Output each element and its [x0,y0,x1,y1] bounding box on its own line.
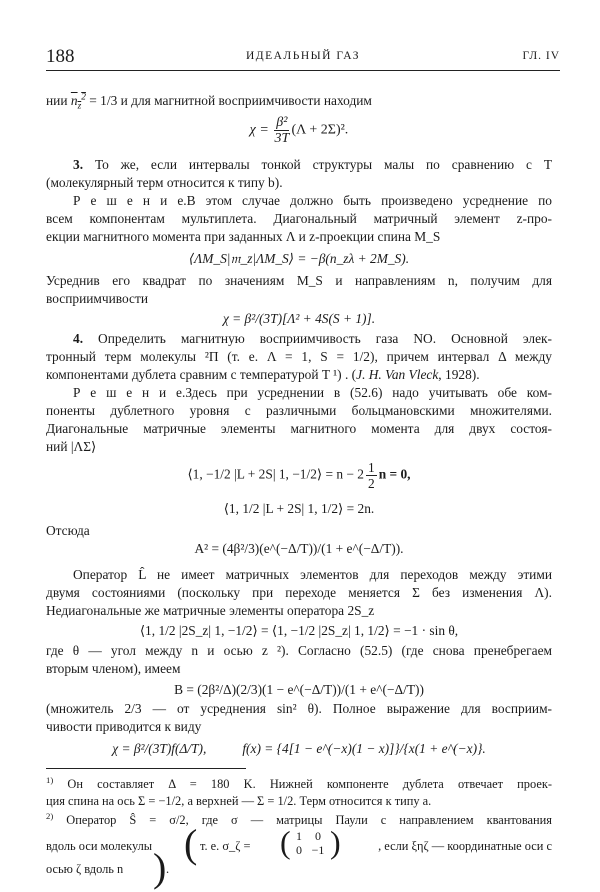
averaging-line-1: Усреднив его квадрат по значениям M_S и направлениям n, получим для [46,273,552,288]
equation-part: χ = [249,122,273,138]
matrix-cell: 0 [315,829,321,843]
equation-final [46,740,552,758]
text-fragment: Определить магнитную восприимчивость газа NO. Основной элек- [98,331,552,346]
equation-B: B = (2β²/Δ)(2/3)(1 − e^(−Δ/T))/(1 + e^(−Δ/T)) [174,682,424,697]
big-paren-open: ( [184,821,198,866]
matrix-bracket-left: ( [280,824,291,860]
text-fragment: То же, если интервалы тонкой структуры малы по сравнению с T [94,157,552,172]
text-fragment: В этом случае должно быть произведено усреднение по [186,193,553,208]
problem-4-line-3 [46,366,552,384]
problem-4-line-2: тронный терм молекулы ²Π (т. е. Λ = 1, S = 1/2), причем интервал Δ между [46,349,552,364]
operator-line-1: Оператор L̂ не имеет матричных элементов для переходов между этими [73,567,552,582]
matrix-cell: 1 [296,829,302,843]
page-number: 188 [46,46,75,67]
text-fragment: вдоль оси молекулы [46,839,153,853]
text-fragment: Он составляет Δ = 180 K. Нижней компоненте дублета отвечает проек- [67,777,552,791]
text-fragment: осью ζ вдоль n [46,862,124,876]
solution-3-line-1 [46,192,552,210]
equation-part: ⟨1, −1/2 |L + 2S| 1, −1/2⟩ = n − 2 [187,466,365,482]
solution-label: Р е ш е н и е. [73,385,186,400]
problem-number: 4. [73,331,84,346]
footnote-mark: 2) [46,810,54,821]
solution-3-line-3: екции магнитного момента при заданных Λ и z-проекции спина M_S [46,229,441,244]
fraction [366,460,377,491]
denominator: 2 [368,476,375,491]
equation-chi-b [46,115,552,146]
matrix-cell: −1 [311,843,325,857]
solution-4-line-3: Диагональные матричные элементы магнитного момента для двух состоя- [46,421,552,436]
numerator: 1 [368,460,375,475]
denominator: 3T [274,131,290,146]
footnote-2-line-2-end: , если ξηζ — координатные оси с [378,839,552,853]
equation-A-squared: A² = (4β²/3)(e^(−Δ/T))/(1 + e^(−Δ/T)). [194,541,404,556]
theta-line-2: вторым членом), имеем [46,661,181,676]
problem-3-line-2: (молекулярный терм относится к типу b). [46,175,283,190]
text-fragment: , 1928). [438,367,480,382]
footnote-rule [46,768,246,769]
problem-3-line-1 [46,156,552,174]
solution-4-line-2: поненты дублетного уровня с различными больцмановскими множителями. [46,403,552,418]
matrix-cell: 0 [296,843,302,857]
solution-4-line-1 [46,384,552,402]
averaging-line-2: восприимчивости [46,291,148,306]
operator-line-2: двумя состояниями (поскольку при переходе меняется Σ без изменения Λ). [46,585,552,600]
text-fragment: Оператор Ŝ = σ/2, где σ — матрицы Паули с направлением квантования [66,813,552,827]
running-header [46,46,560,68]
equation-part: (Λ + 2Σ)². [291,122,349,138]
numerator: β² [276,115,288,130]
matrix-bracket-right: ) [330,824,341,860]
matrix-row [290,829,328,843]
equation-part: n = 0, [378,466,411,482]
solution-4-line-4: ний |ΛΣ⟩ [46,439,97,454]
equation-matrix-element: ⟨ΛM_S|𝔪_z|ΛM_S⟩ = −β(n_zλ + 2M_S). [188,251,410,266]
chapter-label: ГЛ. IV [522,50,560,62]
author-name: J. H. Van Vleck [356,367,439,382]
big-paren-close: ) [153,845,167,890]
equation-diag-1 [46,460,552,491]
text-hence: Отсюда [46,523,90,538]
footnote-mark: 1) [46,774,54,785]
solution-3-line-2: всем компонентам мультиплета. Диагональный матричный элемент z-про- [46,211,552,226]
text-fragment: нии [46,93,71,108]
running-title: ИДЕАЛЬНЫЙ ГАЗ [245,50,361,62]
final-period: . [166,862,170,876]
text-line: нии $n_z^2 = 1/3$ и для магнитной восприимчивости находим [46,92,372,112]
footnote-2-line-3 [46,861,552,878]
fraction [274,115,289,146]
matrix-row [290,843,328,857]
multiplier-line-1: (множитель 2/3 — от усреднения sin² θ). Полное выражение для восприим- [46,701,552,716]
equation-diag-2: ⟨1, 1/2 |L + 2S| 1, 1/2⟩ = 2n. [223,501,375,516]
equation-part: f(x) = {4[1 − e^(−x)(1 − x)]}/{x(1 + e^(−x)}. [242,741,486,756]
solution-label: Р е ш е н и е. [73,193,187,208]
te-label: т. е. σ_ζ = [200,839,251,853]
equation-offdiag: ⟨1, 1/2 |2S_z| 1, −1/2⟩ = ⟨1, −1/2 |2S_z| 1, 1/2⟩ = −1 · sin θ, [139,623,459,638]
header-rule [46,70,560,71]
matrix-cells [290,829,328,857]
text-fragment: Здесь при усреднении в (52.6) надо учитывать обе ком- [185,385,552,400]
text-fragment: = 1/3 и для магнитной восприимчивости находим [85,93,372,108]
problem-number: 3. [73,157,84,172]
footnote-2-line-1 [46,812,552,829]
footnote-1-line-2: ция спина на ось Σ = −1/2, а верхней — Σ = 1/2. Терм относится к типу a. [46,794,432,808]
footnote-1-line-1 [46,776,552,793]
equation-part: χ = β²/(3T)f(Δ/T), [112,741,207,756]
theta-line-1: где θ — угол между n и осью z ²). Согласно (52.5) (где снова пренебрегаем [46,643,552,658]
problem-4-line-1 [46,330,552,348]
multiplier-line-2: чивости приводится к виду [46,719,202,734]
equation-chi-a: χ = β²/(3T)[Λ² + 4S(S + 1)]. [222,311,376,326]
operator-line-3: Недиагональные же матричные элементы оператора 2S_z [46,603,375,618]
text-fragment: компонентами дублета сравним с температурой T ¹) . ( [46,367,357,382]
